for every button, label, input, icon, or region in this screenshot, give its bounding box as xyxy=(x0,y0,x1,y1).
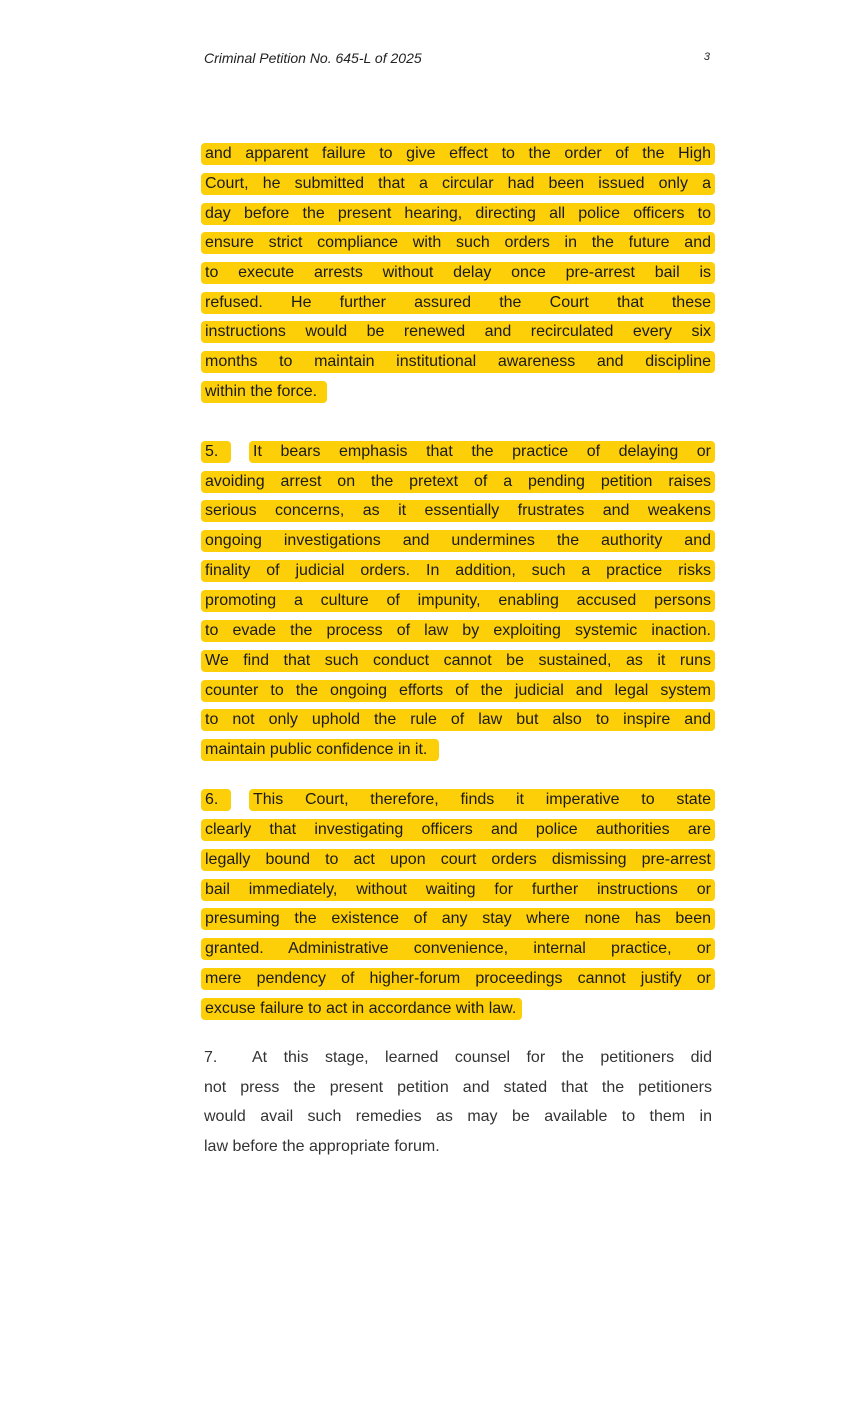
paragraph-number: 6. xyxy=(204,789,231,811)
page-number: 3 xyxy=(703,51,710,63)
paragraph-number: 5. xyxy=(204,441,231,463)
paragraph-number: 7. xyxy=(204,1049,218,1066)
text-line: day before the present hearing, directing all police officers to xyxy=(204,203,712,223)
text-line: clearly that investigating officers and police authorities are xyxy=(204,819,712,839)
text-line: and apparent failure to give effect to the order of the High xyxy=(204,143,712,163)
text-line: At this stage, learned counsel for the petitioners did xyxy=(252,1049,712,1066)
text-line: instructions would be renewed and recirculated every six xyxy=(204,321,712,341)
text-line: serious concerns, as it essentially frustrates and weakens xyxy=(204,500,712,520)
text-line: to evade the process of law by exploiting systemic inaction. xyxy=(204,620,712,640)
text-line: excuse failure to act in accordance with law. xyxy=(204,998,712,1018)
case-title: Criminal Petition No. 645-L of 2025 xyxy=(204,50,422,66)
text-line: law before the appropriate forum. xyxy=(204,1138,440,1155)
text-line: It bears emphasis that the practice of delaying or xyxy=(252,441,712,461)
text-line: ongoing investigations and undermines the authority and xyxy=(204,530,712,550)
text-line: within the force. xyxy=(204,381,712,401)
text-line: legally bound to act upon court orders dismissing pre-arrest xyxy=(204,849,712,869)
text-line: finality of judicial orders. In addition, such a practice risks xyxy=(204,560,712,580)
text-line: not press the present petition and stated that the petitioners xyxy=(204,1079,712,1096)
text-line: promoting a culture of impunity, enabling accused persons xyxy=(204,590,712,610)
text-line: would avail such remedies as may be available to them in xyxy=(204,1108,712,1125)
text-line: granted. Administrative convenience, internal practice, or xyxy=(204,938,712,958)
text-line: bail immediately, without waiting for further instructions or xyxy=(204,879,712,899)
text-line: to execute arrests without delay once pre-arrest bail is xyxy=(204,262,712,282)
text-line: This Court, therefore, finds it imperative to state xyxy=(252,789,712,809)
text-line: Court, he submitted that a circular had been issued only a xyxy=(204,173,712,193)
text-line: to not only uphold the rule of law but also to inspire and xyxy=(204,709,712,729)
text-line: presuming the existence of any stay where none has been xyxy=(204,908,712,928)
text-line: We find that such conduct cannot be sustained, as it runs xyxy=(204,650,712,670)
text-line: maintain public confidence in it. xyxy=(204,739,712,759)
text-line: refused. He further assured the Court that these xyxy=(204,292,712,312)
page-header xyxy=(204,50,710,66)
text-line: counter to the ongoing efforts of the judicial and legal system xyxy=(204,680,712,700)
text-line: avoiding arrest on the pretext of a pending petition raises xyxy=(204,471,712,491)
text-line: months to maintain institutional awareness and discipline xyxy=(204,351,712,371)
text-line: mere pendency of higher-forum proceedings cannot justify or xyxy=(204,968,712,988)
text-line: ensure strict compliance with such orders in the future and xyxy=(204,232,712,252)
